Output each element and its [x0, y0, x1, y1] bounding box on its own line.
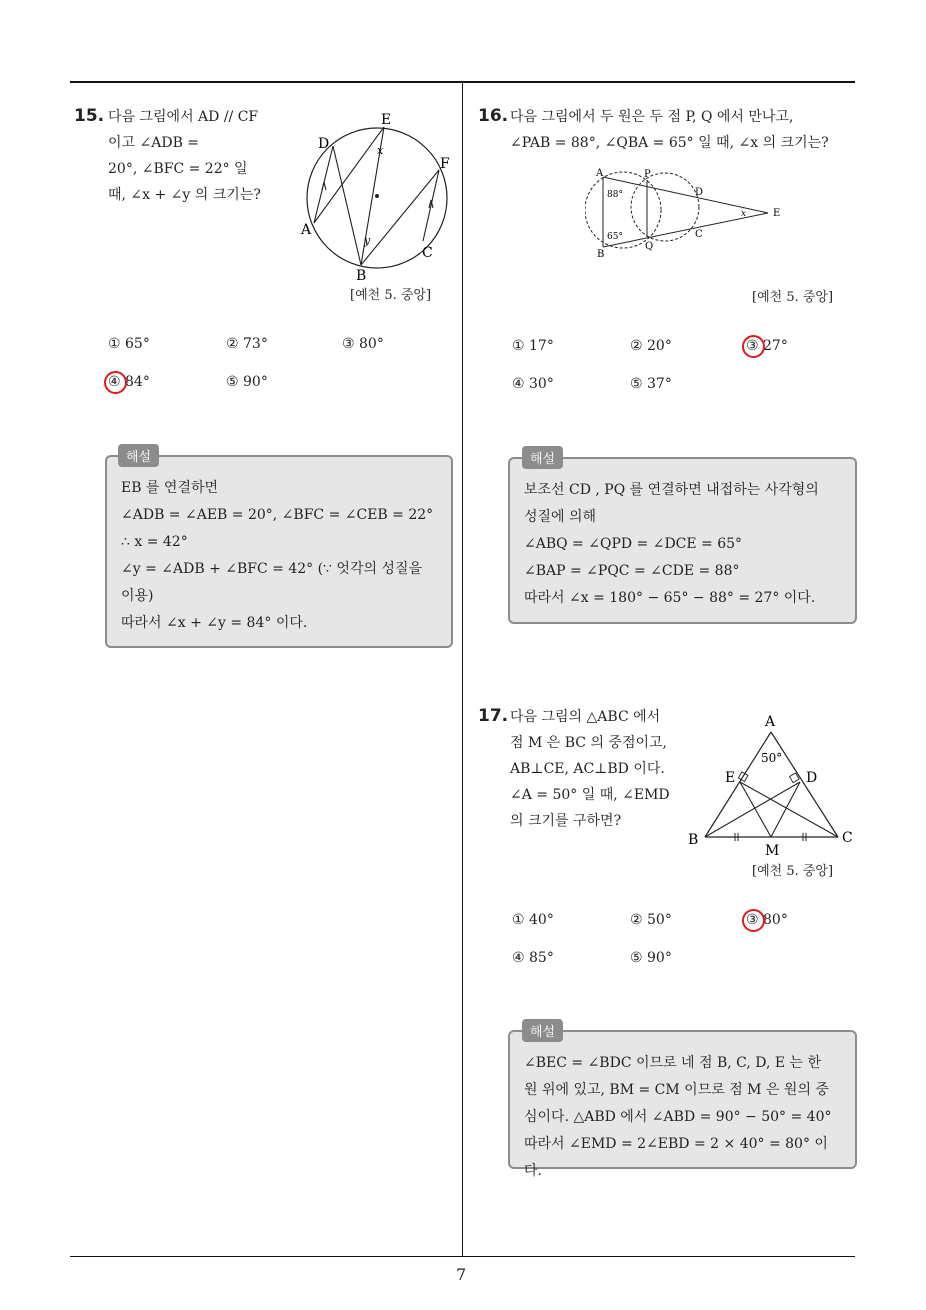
choice-5[interactable]: [226, 374, 268, 390]
text-line: ∠PAB = 88°, ∠QBA = 65° 일 때, ∠x 의 크기는?: [510, 135, 829, 151]
solution-tag: 해설: [522, 446, 563, 469]
choice-text: 84°: [125, 374, 150, 390]
question-16-text: [510, 104, 860, 156]
choice-text: 37°: [647, 376, 672, 392]
question-15-text: [108, 104, 288, 208]
text-line: 점 M 은 BC 의 중점이고,: [510, 735, 667, 751]
label-y: y: [364, 234, 371, 247]
label-D: D: [318, 136, 330, 152]
label-E: E: [725, 770, 736, 786]
answer-mark: [742, 909, 765, 932]
triangle-figure: [685, 710, 860, 860]
solution-line: ∴ x = 42°: [121, 534, 188, 550]
text-line: 다음 그림의 △ABC 에서: [510, 709, 661, 725]
solution-tag: 해설: [522, 1019, 563, 1042]
solution-line: 보조선 CD , PQ 를 연결하면 내접하는 사각형의: [524, 482, 819, 498]
choice-1[interactable]: [512, 912, 554, 928]
choice-4[interactable]: [512, 950, 554, 966]
choice-text: 80°: [359, 336, 384, 352]
choice-2[interactable]: [630, 912, 672, 928]
choice-num: ②: [630, 912, 643, 928]
choice-5[interactable]: [630, 950, 672, 966]
label-88: 88°: [607, 190, 623, 200]
text-line: 때, ∠x + ∠y 의 크기는?: [108, 187, 261, 203]
solution-box-17: [508, 1030, 857, 1179]
label-M: M: [765, 843, 780, 859]
solution-line: 원 위에 있고, BM = CM 이므로 점 M 은 원의 중: [524, 1082, 829, 1098]
solution-line: 이용): [121, 588, 154, 604]
choice-text: 27°: [763, 338, 788, 354]
question-17-text: [510, 704, 690, 834]
solution-box-16: [508, 457, 857, 624]
label-Q: Q: [645, 241, 654, 252]
label-A: A: [596, 168, 604, 179]
question-number: 16.: [478, 106, 509, 126]
page-number: 7: [456, 1265, 467, 1284]
label-C: C: [695, 229, 703, 240]
solution-line: EB 를 연결하면: [121, 480, 219, 496]
label-P: P: [644, 169, 651, 180]
choice-text: 85°: [529, 950, 554, 966]
label-C: C: [422, 245, 433, 261]
text-line: 의 크기를 구하면?: [510, 813, 622, 829]
text-line: 20°, ∠BFC = 22° 일: [108, 161, 248, 177]
choice-text: 73°: [243, 336, 268, 352]
solution-line: 심이다. △ABD 에서 ∠ABD = 90° − 50° = 40°: [524, 1109, 832, 1125]
label-65: 65°: [607, 232, 623, 242]
solution-line: ∠BAP = ∠PQC = ∠CDE = 88°: [524, 563, 740, 579]
choice-text: 65°: [125, 336, 150, 352]
choice-text: 90°: [647, 950, 672, 966]
label-x: x: [377, 144, 384, 157]
label-D: D: [806, 770, 818, 786]
solution-line: 따라서 ∠EMD = 2∠EBD = 2 × 40° = 80° 이다.: [524, 1136, 828, 1179]
choice-num: ③: [342, 336, 355, 352]
choice-text: 50°: [647, 912, 672, 928]
choice-num: ⑤: [630, 950, 643, 966]
choice-5[interactable]: [630, 376, 672, 392]
solution-line: ∠BEC = ∠BDC 이므로 네 점 B, C, D, E 는 한: [524, 1055, 822, 1071]
choice-num: ①: [512, 912, 525, 928]
text-line: 이고 ∠ADB =: [108, 135, 200, 151]
text-line: 다음 그림에서 두 원은 두 점 P, Q 에서 만나고,: [510, 109, 794, 125]
solution-line: 따라서 ∠x + ∠y = 84° 이다.: [121, 615, 308, 631]
label-E: E: [773, 208, 781, 219]
choice-1[interactable]: [512, 338, 554, 354]
solution-line: ∠y = ∠ADB + ∠BFC = 42° (∵ 엇각의 성질을: [121, 561, 423, 577]
choice-num: ①: [108, 336, 121, 352]
text-line: AB⊥CE, AC⊥BD 이다.: [510, 761, 665, 777]
label-B: B: [597, 249, 605, 260]
choice-4[interactable]: [512, 376, 554, 392]
choice-num: ①: [512, 338, 525, 354]
label-A: A: [301, 222, 312, 238]
question-17: [478, 706, 508, 726]
choice-num: ③: [746, 338, 759, 354]
source-label: [예천 5. 중앙]: [752, 864, 834, 879]
choice-num: ⑤: [630, 376, 643, 392]
choice-num: ⑤: [226, 374, 239, 390]
solution-line: 따라서 ∠x = 180° − 65° − 88° = 27° 이다.: [524, 590, 816, 606]
question-15: [74, 106, 104, 126]
text-line: ∠A = 50° 일 때, ∠EMD: [510, 787, 670, 803]
question-16: [478, 106, 508, 126]
label-D: D: [695, 187, 704, 198]
label-A: A: [765, 714, 776, 730]
question-number: 15.: [74, 106, 105, 126]
question-number: 17.: [478, 706, 509, 726]
bottom-rule: [70, 1256, 855, 1257]
choice-text: 80°: [763, 912, 788, 928]
choice-1[interactable]: [108, 336, 150, 352]
label-angle: 50°: [761, 751, 783, 765]
answer-mark: [742, 335, 765, 358]
choice-2[interactable]: [226, 336, 268, 352]
label-x: x: [741, 209, 747, 219]
choice-text: 40°: [529, 912, 554, 928]
source-label: [예천 5. 중앙]: [752, 290, 834, 305]
label-E: E: [381, 112, 392, 128]
choice-num: ④: [512, 950, 525, 966]
choice-num: ④: [512, 376, 525, 392]
choice-num: ④: [108, 374, 121, 390]
answer-mark: [104, 371, 127, 394]
two-circles-figure: [585, 165, 785, 260]
choice-text: 30°: [529, 376, 554, 392]
choice-3[interactable]: [342, 336, 384, 352]
circle-figure: [295, 110, 465, 285]
solution-line: ∠ABQ = ∠QPD = ∠DCE = 65°: [524, 536, 743, 552]
choice-num: ②: [226, 336, 239, 352]
label-F: F: [440, 156, 450, 172]
choice-text: 17°: [529, 338, 554, 354]
choice-text: 90°: [243, 374, 268, 390]
source-label: [예천 5. 중앙]: [350, 288, 432, 303]
text-line: 다음 그림에서 AD // CF: [108, 109, 259, 125]
label-B: B: [688, 832, 699, 848]
choice-num: ②: [630, 338, 643, 354]
choice-num: ③: [746, 912, 759, 928]
solution-box-15: [105, 455, 453, 648]
solution-line: 성질에 의해: [524, 509, 597, 525]
label-B: B: [356, 268, 367, 284]
choice-text: 20°: [647, 338, 672, 354]
solution-line: ∠ADB = ∠AEB = 20°, ∠BFC = ∠CEB = 22°: [121, 507, 434, 523]
solution-tag: 해설: [118, 444, 159, 467]
label-C: C: [842, 830, 853, 846]
choice-2[interactable]: [630, 338, 672, 354]
